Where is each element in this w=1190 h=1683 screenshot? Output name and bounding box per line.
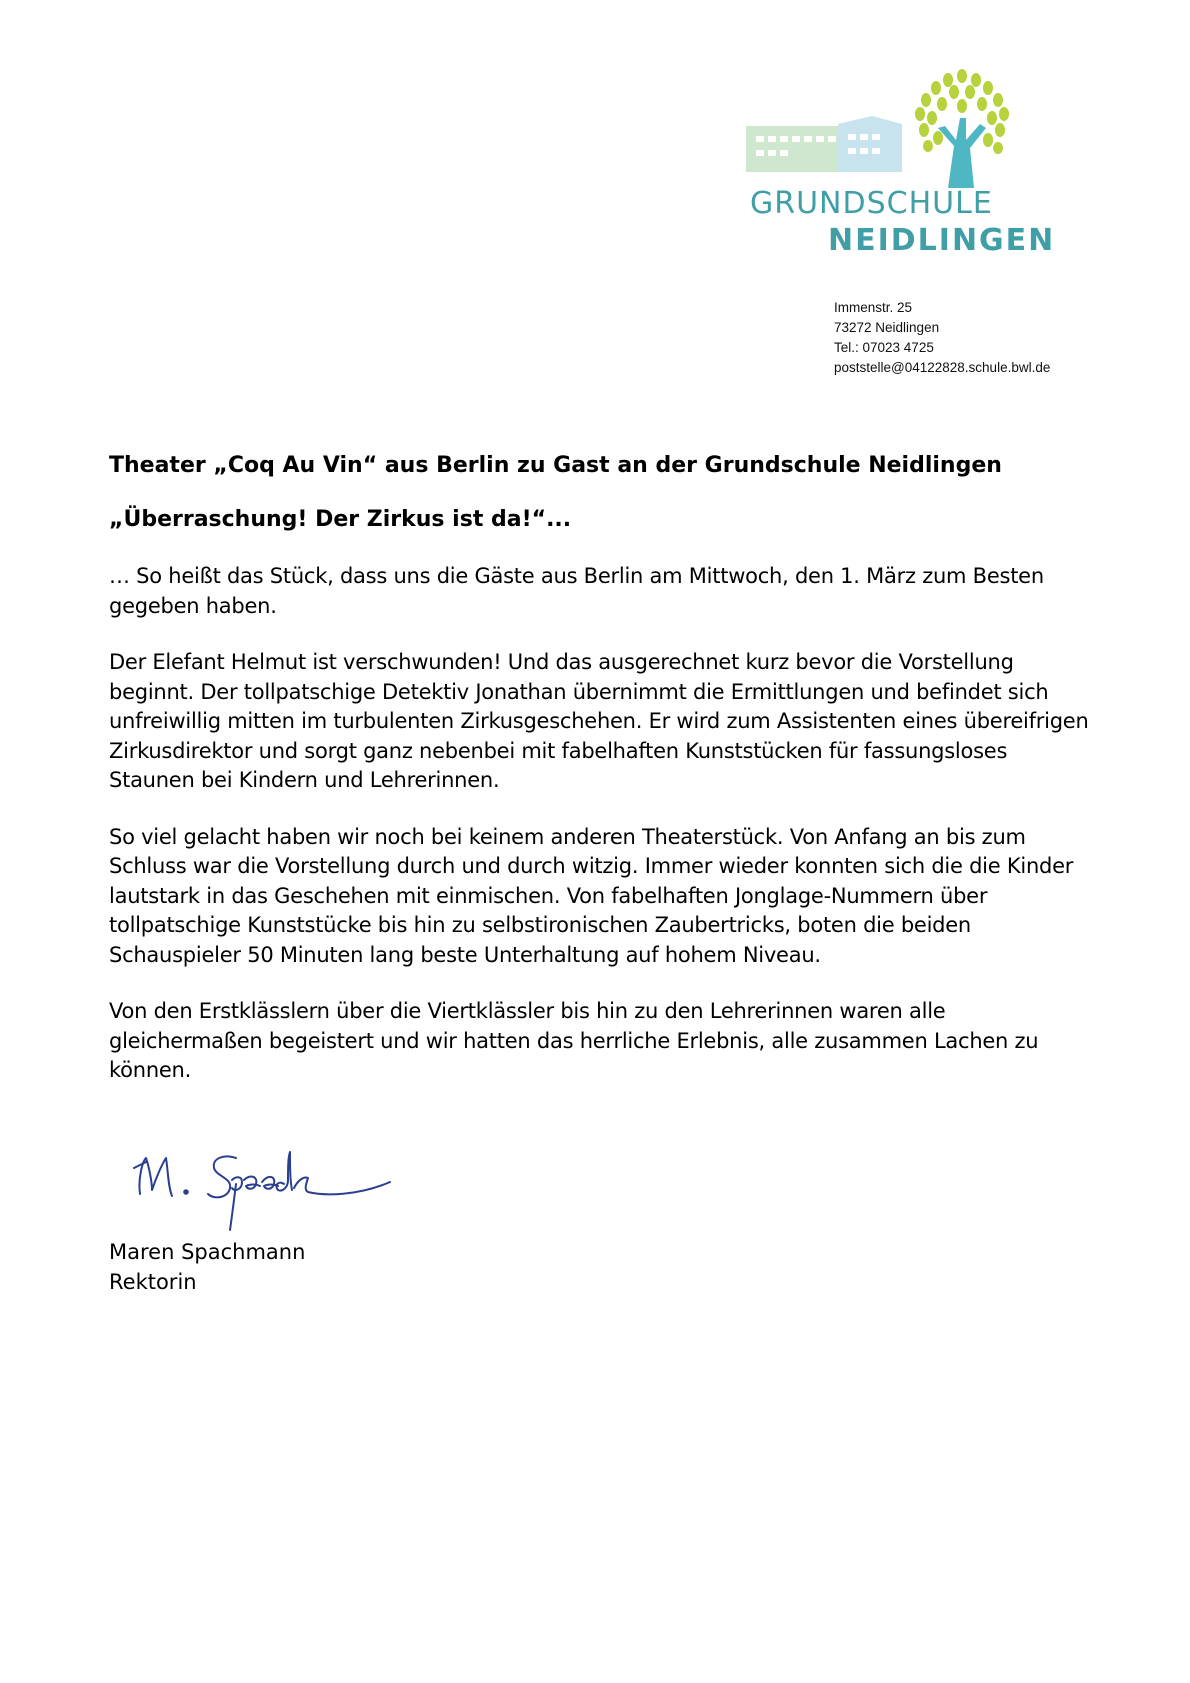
address-street: Immenstr. 25 [834,300,913,315]
address-email: poststelle@04122828.schule.bwl.de [834,360,1051,375]
tree-trunk-shape [938,118,986,188]
letter-body [109,452,1094,1113]
logo-name-line1: GRUNDSCHULE [750,186,993,221]
handwritten-signature [128,1140,428,1240]
logo-graphic [742,68,1072,188]
address-block [834,298,1050,378]
logo-name-line2: NEIDLINGEN [828,223,1056,258]
paragraph-2: Der Elefant Helmut ist verschwunden! Und das ausgerechnet kurz bevor die Vorstellung beginnt. Der tollpatschige Detektiv Jonathan übernimmt die Ermittlungen und befindet sich unfreiwillig mitten im turbulenten Zirkusgeschehen. Er wird zum Assistenten eines übereifrigen Zirkusdirektor und sorgt ganz nebenbei mit fabelhaften Kunststücken für fassungsloses Staunen bei Kindern und Lehrerinnen. [109,650,1089,792]
letter-subheadline: „Überraschung! Der Zirkus ist da!“... [109,507,572,532]
paragraph-4: Von den Erstklässlern über die Viertklässler bis hin zu den Lehrerinnen waren alle gleichermaßen begeistert und wir hatten das herrliche Erlebnis, alle zusammen Lachen zu können. [109,999,1039,1082]
address-city: 73272 Neidlingen [834,320,940,335]
signer-role: Rektorin [109,1269,197,1294]
school-logo [742,68,1072,268]
letter-headline: Theater „Coq Au Vin“ aus Berlin zu Gast an der Grundschule Neidlingen [109,453,1002,478]
signer-block [109,1238,305,1297]
address-phone: Tel.: 07023 4725 [834,340,934,355]
signature-graphic [128,1140,428,1240]
signer-name: Maren Spachmann [109,1240,306,1264]
paragraph-1: … So heißt das Stück, dass uns die Gäste aus Berlin am Mittwoch, den 1. März zum Besten gegeben haben. [109,564,1044,618]
paragraph-3: So viel gelacht haben wir noch bei keinem anderen Theaterstück. Von Anfang an bis zum Schluss war die Vorstellung durch und durch witzig. Immer wieder konnten sich die die Kinder lautstark in das Geschehen mit einmischen. Von fabelhaften Jonglage-Nummern über tollpatschige Kunststücke bis hin zu selbstironischen Zaubertricks, boten die beiden Schauspieler 50 Minuten lang beste Unterhaltung auf hohem Niveau. [109,824,1074,967]
building-wing-shape [838,116,902,172]
